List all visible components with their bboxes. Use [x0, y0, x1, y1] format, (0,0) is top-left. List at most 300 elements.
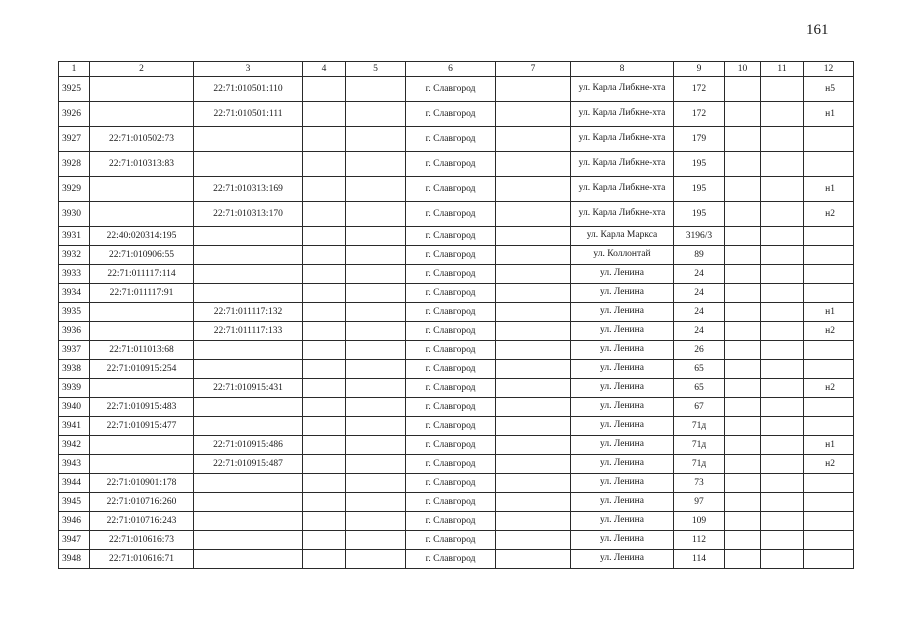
- house-number-cell: 97: [674, 493, 725, 512]
- cadastral-number-alt-cell: 22:71:010313:169: [194, 177, 303, 202]
- street-cell: ул. Ленина: [571, 512, 674, 531]
- house-number-cell: 73: [674, 474, 725, 493]
- premise-cell: [804, 341, 854, 360]
- empty-cell: [346, 531, 406, 550]
- empty-cell: [303, 550, 346, 569]
- table-row: [59, 77, 854, 102]
- empty-cell: [346, 474, 406, 493]
- empty-cell: [761, 436, 804, 455]
- street-cell: ул. Карла Либкне-хта: [571, 177, 674, 202]
- empty-cell: [346, 379, 406, 398]
- empty-cell: [346, 102, 406, 127]
- empty-cell: [303, 436, 346, 455]
- empty-cell: [761, 227, 804, 246]
- empty-cell: [346, 550, 406, 569]
- row-number-cell: 3945: [59, 493, 90, 512]
- city-cell: г. Славгород: [406, 417, 496, 436]
- city-cell: г. Славгород: [406, 398, 496, 417]
- city-cell: г. Славгород: [406, 436, 496, 455]
- empty-cell: [303, 177, 346, 202]
- cadastral-number-cell: 22:71:010915:254: [90, 360, 194, 379]
- street-cell: ул. Карла Либкне-хта: [571, 127, 674, 152]
- table-body: [59, 77, 854, 569]
- row-number-cell: 3938: [59, 360, 90, 379]
- table-row: [59, 455, 854, 474]
- empty-cell: [496, 284, 571, 303]
- row-number-cell: 3948: [59, 550, 90, 569]
- empty-cell: [346, 284, 406, 303]
- empty-cell: [761, 246, 804, 265]
- row-number-cell: 3944: [59, 474, 90, 493]
- empty-cell: [303, 127, 346, 152]
- empty-cell: [725, 227, 761, 246]
- street-cell: ул. Ленина: [571, 360, 674, 379]
- cadastral-number-alt-cell: [194, 341, 303, 360]
- cadastral-number-cell: [90, 455, 194, 474]
- empty-cell: [303, 322, 346, 341]
- premise-cell: [804, 152, 854, 177]
- table-row: [59, 227, 854, 246]
- city-cell: г. Славгород: [406, 303, 496, 322]
- street-cell: ул. Ленина: [571, 379, 674, 398]
- empty-cell: [761, 177, 804, 202]
- registry-table: [58, 61, 854, 569]
- row-number-cell: 3929: [59, 177, 90, 202]
- empty-cell: [496, 531, 571, 550]
- cadastral-number-alt-cell: [194, 493, 303, 512]
- city-cell: г. Славгород: [406, 455, 496, 474]
- cadastral-number-alt-cell: [194, 152, 303, 177]
- empty-cell: [725, 322, 761, 341]
- table-row: [59, 436, 854, 455]
- cadastral-number-alt-cell: [194, 360, 303, 379]
- empty-cell: [725, 531, 761, 550]
- empty-cell: [496, 265, 571, 284]
- city-cell: г. Славгород: [406, 322, 496, 341]
- row-number-cell: 3940: [59, 398, 90, 417]
- cadastral-number-alt-cell: [194, 398, 303, 417]
- empty-cell: [725, 152, 761, 177]
- cadastral-number-cell: 22:71:010616:71: [90, 550, 194, 569]
- empty-cell: [496, 360, 571, 379]
- street-cell: ул. Карла Либкне-хта: [571, 152, 674, 177]
- empty-cell: [761, 77, 804, 102]
- empty-cell: [725, 379, 761, 398]
- table-row: [59, 102, 854, 127]
- premise-cell: н2: [804, 322, 854, 341]
- cadastral-number-cell: 22:71:010502:73: [90, 127, 194, 152]
- house-number-cell: 67: [674, 398, 725, 417]
- row-number-cell: 3935: [59, 303, 90, 322]
- column-header: 10: [725, 62, 761, 77]
- column-header: 1: [59, 62, 90, 77]
- cadastral-number-cell: 22:71:010716:243: [90, 512, 194, 531]
- empty-cell: [496, 227, 571, 246]
- premise-cell: н2: [804, 202, 854, 227]
- empty-cell: [303, 474, 346, 493]
- empty-cell: [725, 455, 761, 474]
- row-number-cell: 3942: [59, 436, 90, 455]
- empty-cell: [725, 398, 761, 417]
- empty-cell: [496, 322, 571, 341]
- premise-cell: н5: [804, 77, 854, 102]
- empty-cell: [496, 102, 571, 127]
- house-number-cell: 172: [674, 77, 725, 102]
- row-number-cell: 3933: [59, 265, 90, 284]
- cadastral-number-cell: [90, 322, 194, 341]
- city-cell: г. Славгород: [406, 227, 496, 246]
- cadastral-number-cell: [90, 102, 194, 127]
- table-row: [59, 531, 854, 550]
- empty-cell: [303, 102, 346, 127]
- table-row: [59, 398, 854, 417]
- empty-cell: [496, 436, 571, 455]
- premise-cell: [804, 227, 854, 246]
- city-cell: г. Славгород: [406, 360, 496, 379]
- empty-cell: [346, 398, 406, 417]
- empty-cell: [346, 417, 406, 436]
- cadastral-number-alt-cell: 22:71:010313:170: [194, 202, 303, 227]
- premise-cell: [804, 550, 854, 569]
- premise-cell: [804, 265, 854, 284]
- cadastral-number-cell: 22:40:020314:195: [90, 227, 194, 246]
- street-cell: ул. Ленина: [571, 493, 674, 512]
- empty-cell: [303, 152, 346, 177]
- street-cell: ул. Ленина: [571, 550, 674, 569]
- empty-cell: [496, 152, 571, 177]
- cadastral-number-cell: [90, 303, 194, 322]
- empty-cell: [496, 398, 571, 417]
- column-header: 7: [496, 62, 571, 77]
- cadastral-number-alt-cell: [194, 417, 303, 436]
- empty-cell: [303, 227, 346, 246]
- cadastral-number-alt-cell: 22:71:010915:487: [194, 455, 303, 474]
- empty-cell: [303, 202, 346, 227]
- empty-cell: [346, 177, 406, 202]
- column-header: 4: [303, 62, 346, 77]
- empty-cell: [761, 360, 804, 379]
- premise-cell: н2: [804, 455, 854, 474]
- column-header: 11: [761, 62, 804, 77]
- row-number-cell: 3931: [59, 227, 90, 246]
- empty-cell: [725, 265, 761, 284]
- row-number-cell: 3943: [59, 455, 90, 474]
- city-cell: г. Славгород: [406, 202, 496, 227]
- table-row: [59, 474, 854, 493]
- empty-cell: [761, 493, 804, 512]
- cadastral-number-cell: 22:71:010906:55: [90, 246, 194, 265]
- house-number-cell: 112: [674, 531, 725, 550]
- table-row: [59, 127, 854, 152]
- house-number-cell: 71д: [674, 436, 725, 455]
- row-number-cell: 3925: [59, 77, 90, 102]
- empty-cell: [303, 303, 346, 322]
- cadastral-number-cell: 22:71:011117:114: [90, 265, 194, 284]
- empty-cell: [346, 360, 406, 379]
- empty-cell: [496, 77, 571, 102]
- table-row: [59, 246, 854, 265]
- column-header: 5: [346, 62, 406, 77]
- house-number-cell: 3196/3: [674, 227, 725, 246]
- empty-cell: [725, 102, 761, 127]
- table-row: [59, 152, 854, 177]
- empty-cell: [761, 379, 804, 398]
- premise-cell: [804, 127, 854, 152]
- empty-cell: [303, 512, 346, 531]
- empty-cell: [303, 360, 346, 379]
- city-cell: г. Славгород: [406, 379, 496, 398]
- column-header: 12: [804, 62, 854, 77]
- empty-cell: [761, 398, 804, 417]
- premise-cell: [804, 493, 854, 512]
- empty-cell: [496, 303, 571, 322]
- row-number-cell: 3947: [59, 531, 90, 550]
- empty-cell: [761, 455, 804, 474]
- header-row: [59, 62, 854, 77]
- empty-cell: [725, 493, 761, 512]
- house-number-cell: 71д: [674, 455, 725, 474]
- row-number-cell: 3939: [59, 379, 90, 398]
- empty-cell: [496, 455, 571, 474]
- cadastral-number-cell: 22:71:010313:83: [90, 152, 194, 177]
- premise-cell: [804, 417, 854, 436]
- city-cell: г. Славгород: [406, 152, 496, 177]
- empty-cell: [346, 512, 406, 531]
- empty-cell: [761, 512, 804, 531]
- row-number-cell: 3936: [59, 322, 90, 341]
- empty-cell: [761, 550, 804, 569]
- empty-cell: [761, 265, 804, 284]
- cadastral-number-alt-cell: 22:71:010915:486: [194, 436, 303, 455]
- empty-cell: [303, 284, 346, 303]
- empty-cell: [303, 246, 346, 265]
- street-cell: ул. Ленина: [571, 284, 674, 303]
- cadastral-number-alt-cell: [194, 265, 303, 284]
- house-number-cell: 195: [674, 202, 725, 227]
- street-cell: ул. Ленина: [571, 303, 674, 322]
- city-cell: г. Славгород: [406, 341, 496, 360]
- cadastral-number-cell: 22:71:010915:483: [90, 398, 194, 417]
- premise-cell: н1: [804, 102, 854, 127]
- row-number-cell: 3932: [59, 246, 90, 265]
- row-number-cell: 3937: [59, 341, 90, 360]
- house-number-cell: 24: [674, 265, 725, 284]
- empty-cell: [496, 246, 571, 265]
- empty-cell: [346, 227, 406, 246]
- cadastral-number-alt-cell: 22:71:011117:133: [194, 322, 303, 341]
- table-row: [59, 303, 854, 322]
- cadastral-number-alt-cell: [194, 512, 303, 531]
- empty-cell: [725, 341, 761, 360]
- street-cell: ул. Карла Либкне-хта: [571, 202, 674, 227]
- empty-cell: [346, 303, 406, 322]
- table-row: [59, 493, 854, 512]
- empty-cell: [496, 127, 571, 152]
- premise-cell: [804, 398, 854, 417]
- cadastral-number-alt-cell: [194, 474, 303, 493]
- empty-cell: [496, 417, 571, 436]
- street-cell: ул. Ленина: [571, 474, 674, 493]
- table-row: [59, 417, 854, 436]
- premise-cell: н1: [804, 177, 854, 202]
- empty-cell: [496, 474, 571, 493]
- empty-cell: [346, 455, 406, 474]
- city-cell: г. Славгород: [406, 512, 496, 531]
- empty-cell: [303, 341, 346, 360]
- row-number-cell: 3946: [59, 512, 90, 531]
- cadastral-number-cell: 22:71:011013:68: [90, 341, 194, 360]
- table-row: [59, 550, 854, 569]
- city-cell: г. Славгород: [406, 77, 496, 102]
- empty-cell: [725, 436, 761, 455]
- empty-cell: [725, 360, 761, 379]
- cadastral-number-alt-cell: [194, 246, 303, 265]
- city-cell: г. Славгород: [406, 102, 496, 127]
- empty-cell: [303, 417, 346, 436]
- row-number-cell: 3930: [59, 202, 90, 227]
- table-row: [59, 360, 854, 379]
- empty-cell: [303, 77, 346, 102]
- premise-cell: н2: [804, 379, 854, 398]
- table-row: [59, 322, 854, 341]
- row-number-cell: 3928: [59, 152, 90, 177]
- empty-cell: [496, 512, 571, 531]
- house-number-cell: 24: [674, 284, 725, 303]
- empty-cell: [303, 379, 346, 398]
- premise-cell: [804, 512, 854, 531]
- house-number-cell: 172: [674, 102, 725, 127]
- empty-cell: [346, 322, 406, 341]
- table-row: [59, 202, 854, 227]
- cadastral-number-alt-cell: 22:71:010501:111: [194, 102, 303, 127]
- row-number-cell: 3934: [59, 284, 90, 303]
- cadastral-number-cell: 22:71:010915:477: [90, 417, 194, 436]
- table-row: [59, 265, 854, 284]
- cadastral-number-alt-cell: [194, 284, 303, 303]
- house-number-cell: 24: [674, 303, 725, 322]
- empty-cell: [303, 493, 346, 512]
- city-cell: г. Славгород: [406, 265, 496, 284]
- empty-cell: [496, 379, 571, 398]
- cadastral-number-cell: [90, 436, 194, 455]
- premise-cell: [804, 360, 854, 379]
- premise-cell: н1: [804, 303, 854, 322]
- empty-cell: [346, 265, 406, 284]
- city-cell: г. Славгород: [406, 284, 496, 303]
- city-cell: г. Славгород: [406, 550, 496, 569]
- empty-cell: [496, 493, 571, 512]
- cadastral-number-cell: [90, 77, 194, 102]
- empty-cell: [725, 550, 761, 569]
- empty-cell: [761, 202, 804, 227]
- cadastral-number-cell: [90, 177, 194, 202]
- empty-cell: [346, 246, 406, 265]
- empty-cell: [303, 531, 346, 550]
- cadastral-number-cell: [90, 379, 194, 398]
- empty-cell: [725, 474, 761, 493]
- empty-cell: [346, 493, 406, 512]
- row-number-cell: 3926: [59, 102, 90, 127]
- empty-cell: [725, 303, 761, 322]
- empty-cell: [761, 474, 804, 493]
- empty-cell: [761, 127, 804, 152]
- column-header: 9: [674, 62, 725, 77]
- street-cell: ул. Ленина: [571, 341, 674, 360]
- empty-cell: [346, 77, 406, 102]
- street-cell: ул. Карла Либкне-хта: [571, 102, 674, 127]
- cadastral-number-alt-cell: [194, 227, 303, 246]
- street-cell: ул. Ленина: [571, 455, 674, 474]
- empty-cell: [303, 265, 346, 284]
- street-cell: ул. Ленина: [571, 417, 674, 436]
- city-cell: г. Славгород: [406, 177, 496, 202]
- empty-cell: [725, 284, 761, 303]
- empty-cell: [761, 341, 804, 360]
- empty-cell: [761, 102, 804, 127]
- city-cell: г. Славгород: [406, 127, 496, 152]
- street-cell: ул. Карла Маркса: [571, 227, 674, 246]
- cadastral-number-alt-cell: 22:71:011117:132: [194, 303, 303, 322]
- cadastral-number-cell: 22:71:010901:178: [90, 474, 194, 493]
- premise-cell: [804, 474, 854, 493]
- street-cell: ул. Ленина: [571, 265, 674, 284]
- empty-cell: [725, 417, 761, 436]
- street-cell: ул. Ленина: [571, 398, 674, 417]
- house-number-cell: 89: [674, 246, 725, 265]
- house-number-cell: 24: [674, 322, 725, 341]
- cadastral-number-alt-cell: [194, 550, 303, 569]
- empty-cell: [725, 246, 761, 265]
- house-number-cell: 195: [674, 177, 725, 202]
- cadastral-number-alt-cell: [194, 127, 303, 152]
- street-cell: ул. Ленина: [571, 322, 674, 341]
- table-row: [59, 512, 854, 531]
- empty-cell: [761, 322, 804, 341]
- city-cell: г. Славгород: [406, 531, 496, 550]
- cadastral-number-alt-cell: 22:71:010501:110: [194, 77, 303, 102]
- empty-cell: [496, 550, 571, 569]
- column-header: 2: [90, 62, 194, 77]
- house-number-cell: 65: [674, 379, 725, 398]
- empty-cell: [725, 202, 761, 227]
- premise-cell: [804, 246, 854, 265]
- house-number-cell: 26: [674, 341, 725, 360]
- house-number-cell: 109: [674, 512, 725, 531]
- row-number-cell: 3927: [59, 127, 90, 152]
- house-number-cell: 179: [674, 127, 725, 152]
- cadastral-number-cell: [90, 202, 194, 227]
- cadastral-number-cell: 22:71:011117:91: [90, 284, 194, 303]
- cadastral-number-alt-cell: [194, 531, 303, 550]
- street-cell: ул. Карла Либкне-хта: [571, 77, 674, 102]
- empty-cell: [761, 417, 804, 436]
- street-cell: ул. Ленина: [571, 531, 674, 550]
- empty-cell: [496, 341, 571, 360]
- empty-cell: [761, 284, 804, 303]
- column-header: 3: [194, 62, 303, 77]
- house-number-cell: 65: [674, 360, 725, 379]
- empty-cell: [303, 455, 346, 474]
- house-number-cell: 71д: [674, 417, 725, 436]
- table-row: [59, 284, 854, 303]
- cadastral-number-cell: 22:71:010616:73: [90, 531, 194, 550]
- table-row: [59, 379, 854, 398]
- empty-cell: [725, 512, 761, 531]
- premise-cell: н1: [804, 436, 854, 455]
- empty-cell: [346, 202, 406, 227]
- premise-cell: [804, 284, 854, 303]
- empty-cell: [761, 303, 804, 322]
